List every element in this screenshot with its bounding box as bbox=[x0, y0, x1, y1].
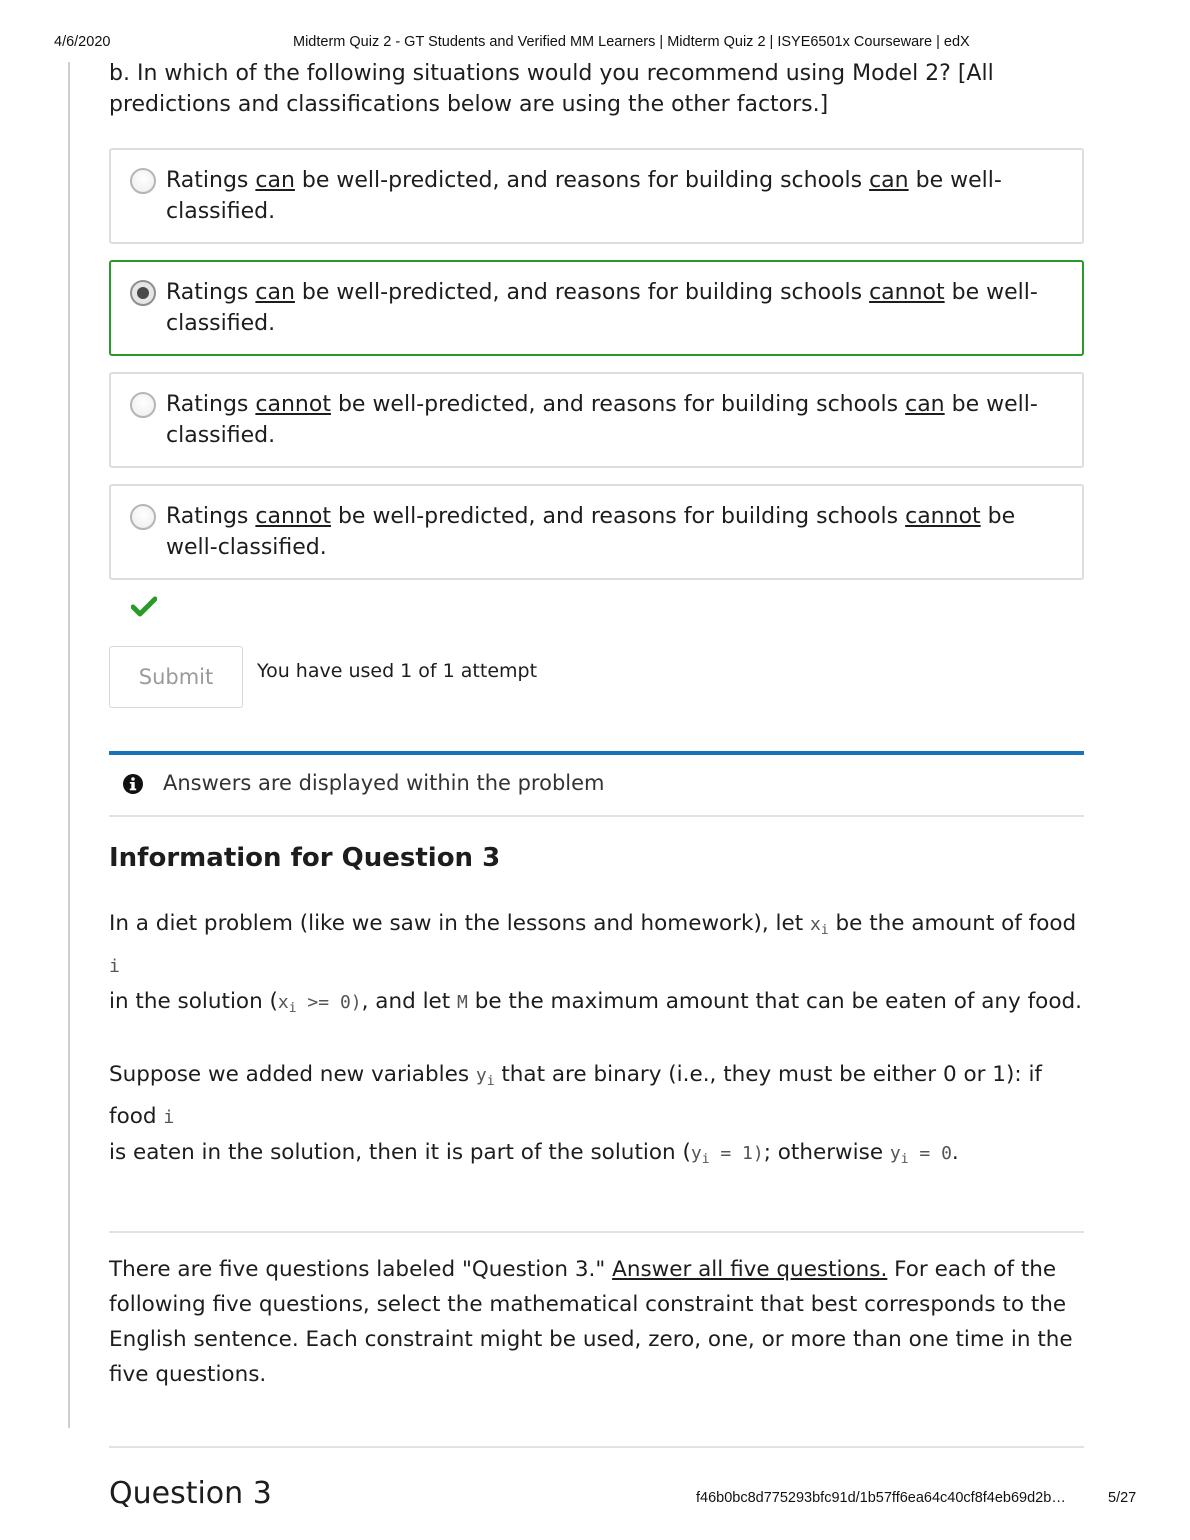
text: ; otherwise bbox=[763, 1140, 890, 1165]
text: , and let bbox=[361, 989, 458, 1014]
print-date: 4/6/2020 bbox=[54, 34, 111, 50]
choice-keyword: cannot bbox=[869, 280, 945, 305]
text: There are five questions labeled "Question 3." bbox=[109, 1257, 613, 1282]
section-divider bbox=[109, 815, 1084, 817]
choice-text: Ratings bbox=[166, 168, 256, 193]
choice-keyword: can bbox=[255, 168, 295, 193]
section-divider bbox=[109, 1446, 1084, 1448]
left-border-rule bbox=[68, 62, 70, 1428]
choice-text: Ratings bbox=[166, 392, 256, 417]
section-divider bbox=[109, 1231, 1084, 1233]
choice-text: be well-classified. bbox=[166, 168, 1002, 224]
radio-button[interactable] bbox=[130, 168, 156, 194]
choice-text: Ratings bbox=[166, 280, 256, 305]
choice-text: be well-predicted, and reasons for building schools bbox=[294, 280, 870, 305]
print-footer bbox=[0, 1490, 1190, 1510]
constraint-nonneg: >= 0) bbox=[296, 992, 362, 1013]
choice-option-3[interactable] bbox=[109, 372, 1084, 468]
answers-notice-text: Answers are displayed within the problem bbox=[163, 771, 605, 795]
choice-text: be well-classified. bbox=[166, 280, 1038, 336]
var-i: i bbox=[163, 1107, 175, 1128]
choice-text: be well-predicted, and reasons for building schools bbox=[330, 392, 906, 417]
info-q3-paragraph-3 bbox=[109, 1252, 1084, 1392]
radio-button[interactable] bbox=[130, 504, 156, 530]
print-page-title: Midterm Quiz 2 - GT Students and Verified MM Learners | Midterm Quiz 2 | ISYE6501x Courseware | edX bbox=[293, 34, 970, 50]
info-q3-paragraph-1 bbox=[109, 906, 1084, 1026]
answer-all-link[interactable]: Answer all five questions. bbox=[612, 1257, 888, 1282]
text: . bbox=[951, 1140, 959, 1165]
radio-button[interactable] bbox=[130, 392, 156, 418]
constraint-eq-1: = 1) bbox=[709, 1143, 764, 1164]
radio-button-checked[interactable] bbox=[130, 280, 156, 306]
submit-button[interactable]: Submit bbox=[109, 646, 243, 708]
choice-option-1[interactable] bbox=[109, 148, 1084, 244]
text: In a diet problem (like we saw in the lessons and homework), let bbox=[109, 911, 810, 936]
info-icon bbox=[122, 773, 144, 799]
var-M: M bbox=[457, 992, 468, 1013]
choice-keyword: cannot bbox=[255, 392, 331, 417]
var-y: y bbox=[889, 1143, 901, 1164]
text: is eaten in the solution, then it is part of the solution ( bbox=[109, 1140, 691, 1165]
choice-text: be well-classified. bbox=[166, 504, 1016, 560]
choice-keyword: can bbox=[255, 280, 295, 305]
subscript-i: i bbox=[288, 1001, 297, 1016]
text: For each of the following five questions, select the mathematical constraint that best corresponds to the English sentence. Each constraint might be used, zero, one, or more than one time in the five questions. bbox=[109, 1257, 1073, 1387]
print-page-number: 5/27 bbox=[1108, 1490, 1137, 1506]
question-b-prompt: b. In which of the following situations would you recommend using Model 2? [All predictions and classifications below are using the other factors.] bbox=[109, 61, 994, 117]
choice-option-2[interactable] bbox=[109, 260, 1084, 356]
courseware-content bbox=[109, 58, 1084, 1514]
answers-notice bbox=[109, 755, 1084, 815]
choice-text: be well-classified. bbox=[166, 392, 1038, 448]
text: be the maximum amount that can be eaten of any food. bbox=[467, 989, 1082, 1014]
var-x: x bbox=[810, 914, 821, 935]
subscript-i: i bbox=[486, 1074, 495, 1089]
choice-keyword: can bbox=[869, 168, 909, 193]
var-i: i bbox=[109, 956, 120, 977]
info-q3-paragraph-2 bbox=[109, 1057, 1084, 1177]
text: that are binary (i.e., they must be either 0 or 1): if food bbox=[109, 1062, 1042, 1129]
text: Suppose we added new variables bbox=[109, 1062, 476, 1087]
question-3-title: Question 3 bbox=[109, 1476, 272, 1511]
print-header bbox=[0, 34, 1190, 54]
print-url: f46b0bc8d775293bfc91d/1b57ff6ea64c40cf8f4eb69d2b… bbox=[696, 1490, 1066, 1506]
subscript-i: i bbox=[900, 1152, 909, 1167]
var-x: x bbox=[277, 992, 289, 1013]
choice-text: be well-predicted, and reasons for building schools bbox=[330, 504, 906, 529]
submit-row bbox=[109, 646, 1084, 710]
subscript-i: i bbox=[701, 1152, 710, 1167]
choice-keyword: cannot bbox=[255, 504, 331, 529]
answer-choices bbox=[109, 148, 1084, 580]
info-q3-heading: Information for Question 3 bbox=[109, 843, 501, 873]
subscript-i: i bbox=[820, 923, 829, 938]
attempts-counter: You have used 1 of 1 attempt bbox=[257, 660, 538, 682]
var-y: y bbox=[690, 1143, 702, 1164]
check-icon bbox=[131, 596, 1084, 626]
choice-option-4[interactable] bbox=[109, 484, 1084, 580]
choice-text: be well-predicted, and reasons for building schools bbox=[294, 168, 870, 193]
text: in the solution ( bbox=[109, 989, 278, 1014]
choice-keyword: cannot bbox=[905, 504, 981, 529]
choice-keyword: can bbox=[905, 392, 945, 417]
var-y: y bbox=[475, 1065, 487, 1086]
text: be the amount of food bbox=[828, 911, 1077, 936]
choice-text: Ratings bbox=[166, 504, 256, 529]
constraint-eq-0: = 0 bbox=[908, 1143, 952, 1164]
